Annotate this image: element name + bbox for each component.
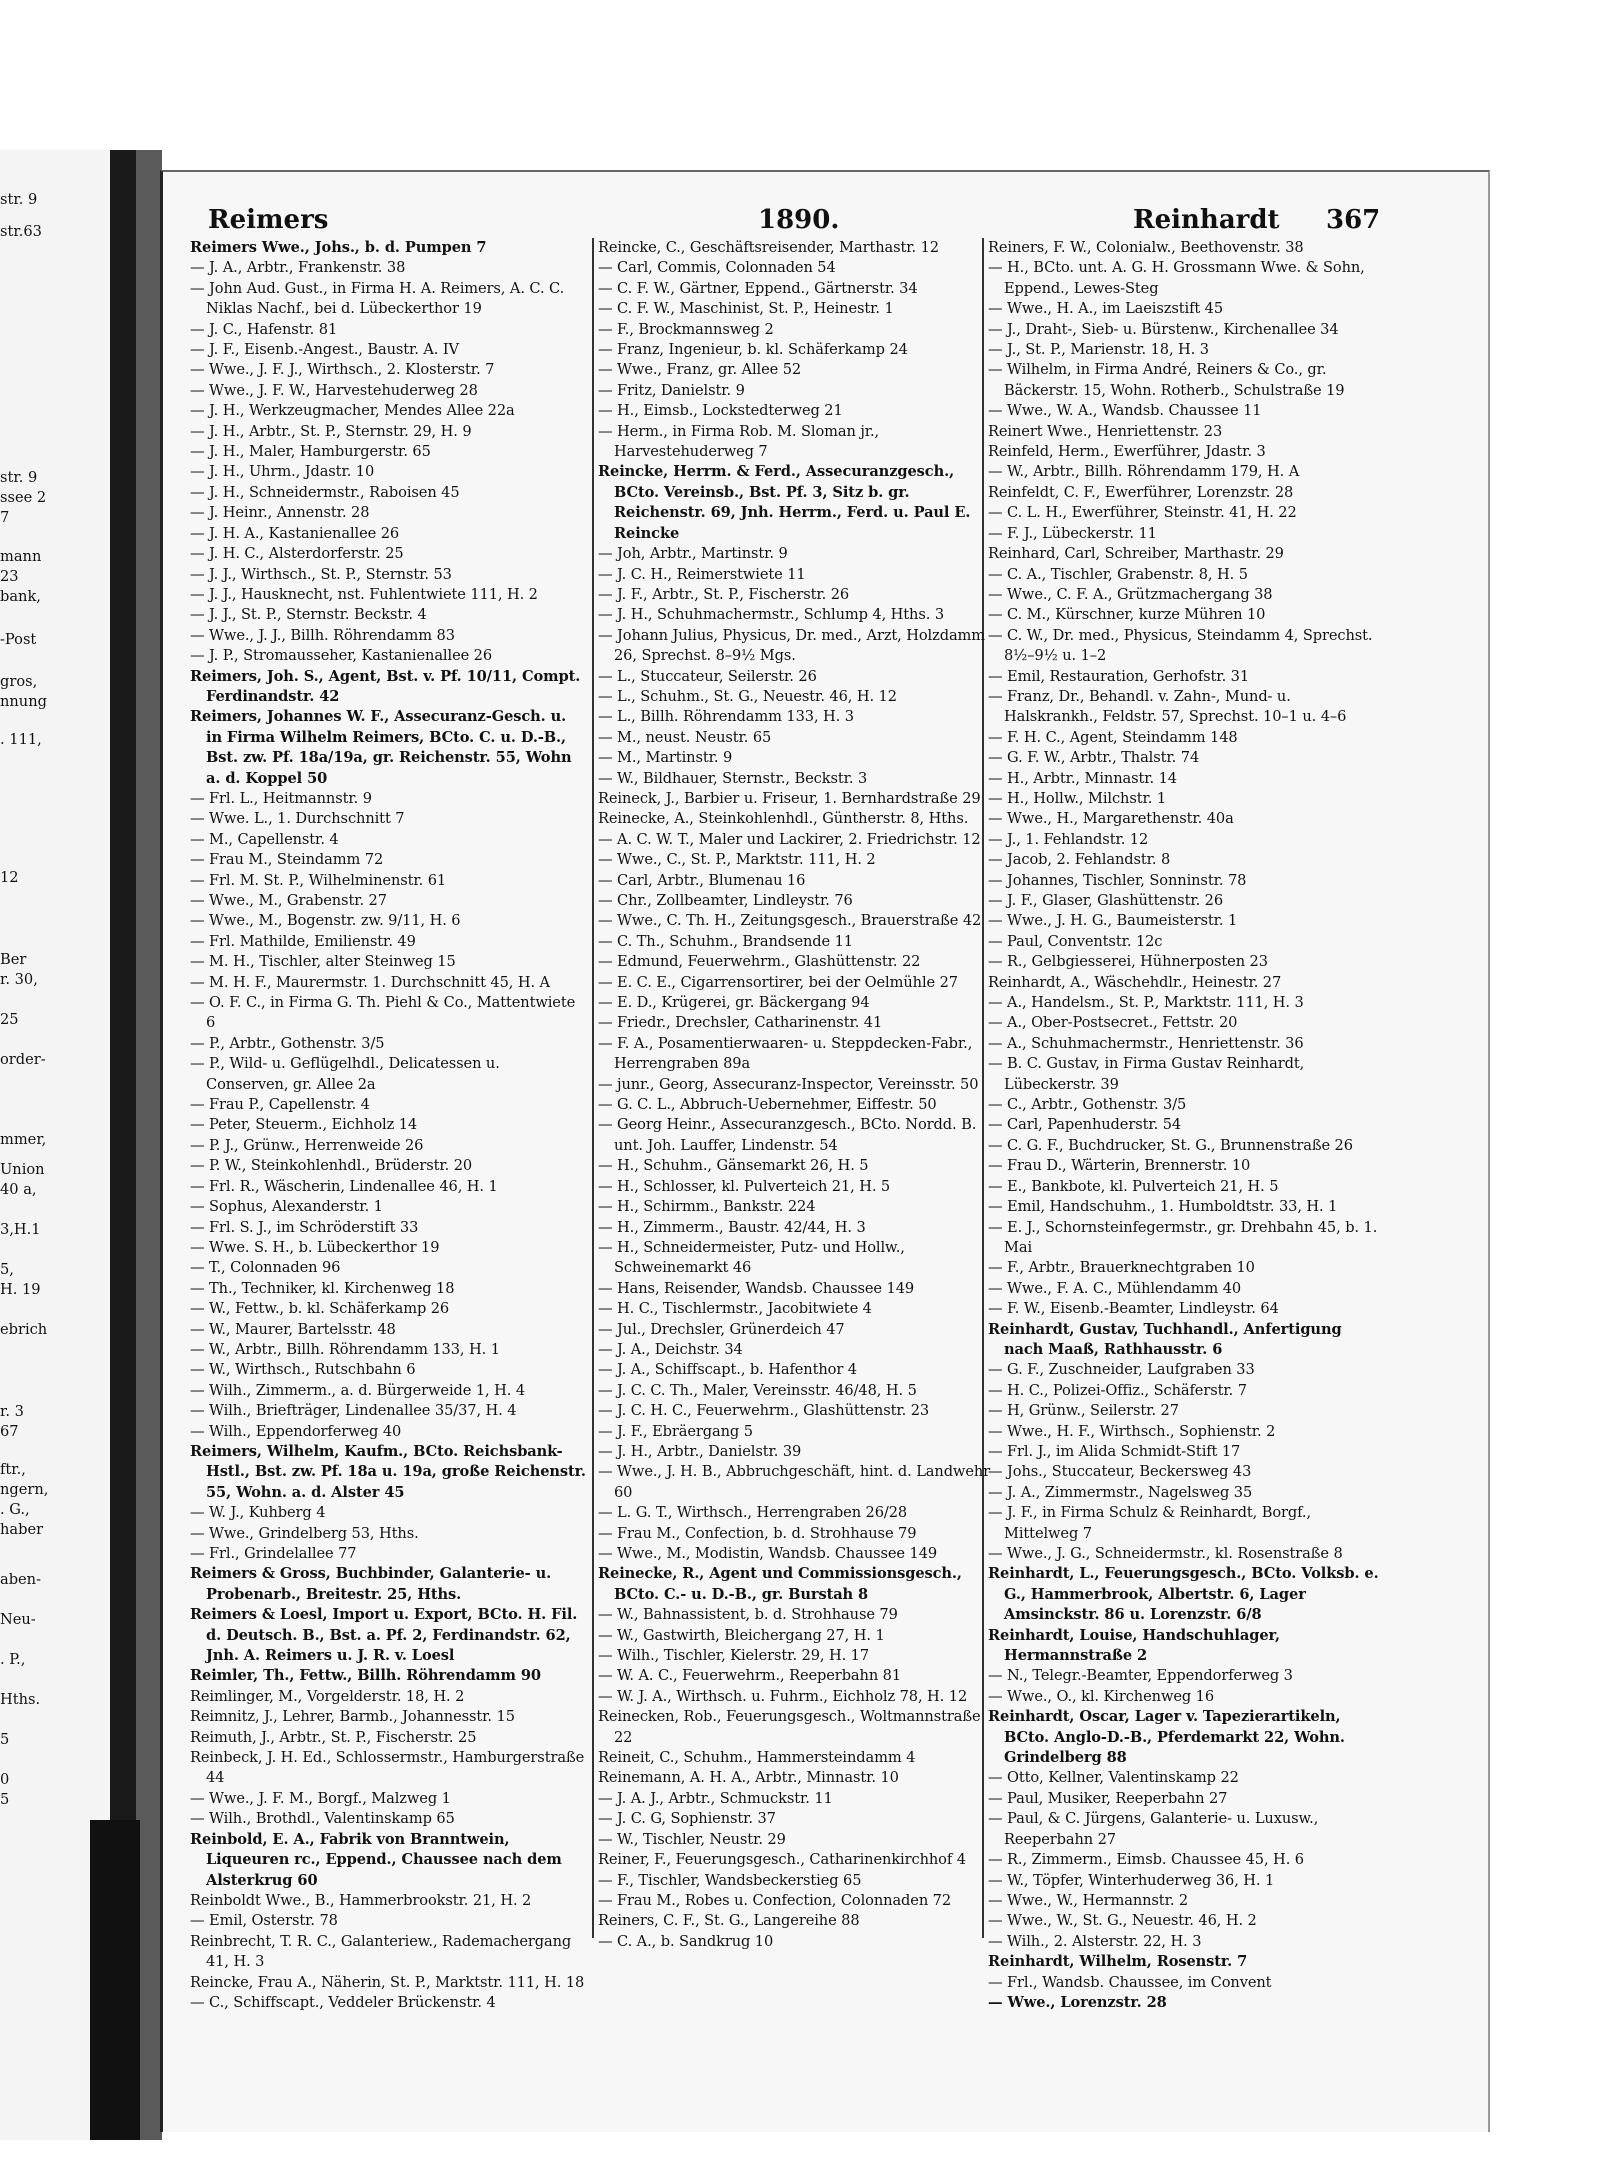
directory-entry: — E., Bankbote, kl. Pulverteich 21, H. 5 (988, 1177, 1279, 1195)
directory-entry: — G. C. L., Abbruch-Uebernehmer, Eiffestr. 50 (598, 1096, 937, 1114)
directory-entry: — W., Wirthsch., Rutschbahn 6 (190, 1361, 416, 1379)
directory-entry: — W., Bildhauer, Sternstr., Beckstr. 3 (598, 769, 868, 787)
facing-page-fragment: 7 (0, 509, 10, 526)
directory-entry: — Wwe., C. F. A., Grützmachergang 38 (988, 585, 1273, 603)
directory-entry: — W., Töpfer, Winterhuderweg 36, H. 1 (988, 1871, 1275, 1889)
directory-entry: — Wwe., O., kl. Kirchenweg 16 (988, 1687, 1215, 1705)
directory-entry: — H., Schlosser, kl. Pulverteich 21, H. 5 (598, 1177, 891, 1195)
directory-entry: — Frl. J., im Alida Schmidt-Stift 17 (988, 1442, 1241, 1460)
directory-entry: — Wilh., Brothdl., Valentinskamp 65 (190, 1810, 455, 1828)
directory-entry: Reinfeld, Herm., Ewerführer, Jdastr. 3 (988, 443, 1266, 461)
directory-entry: — C., Schiffscapt., Veddeler Brückenstr. 4 (190, 1993, 496, 2011)
directory-entry: — Frau M., Robes u. Confection, Colonnaden 72 (598, 1891, 952, 1909)
directory-entry: — M. H., Tischler, alter Steinweg 15 (190, 953, 456, 971)
directory-entry: — L., Schuhm., St. G., Neuestr. 46, H. 12 (598, 687, 897, 705)
directory-entry: Reinhardt, Louise, Handschuhlager, Hermannstraße 2 (988, 1626, 1281, 1665)
directory-entry: Reimers, Joh. S., Agent, Bst. v. Pf. 10/11, Compt. Ferdinandstr. 42 (190, 667, 581, 705)
directory-entry: — G. F., Zuschneider, Laufgraben 33 (988, 1361, 1255, 1379)
directory-entry: — P. J., Grünw., Herrenweide 26 (190, 1136, 424, 1154)
directory-entry: — J., Draht-, Sieb- u. Bürstenw., Kirchenallee 34 (988, 320, 1339, 338)
directory-entry: — E. J., Schornsteinfegermstr., gr. Drehbahn 45, b. 1. Mai (988, 1218, 1378, 1256)
directory-entry: — Johannes, Tischler, Sonninstr. 78 (988, 871, 1247, 889)
directory-entry: — T., Colonnaden 96 (190, 1259, 341, 1277)
directory-entry: Reimlinger, M., Vorgelderstr. 18, H. 2 (190, 1687, 465, 1705)
directory-entry: — J. H. A., Kastanienallee 26 (190, 524, 400, 542)
directory-entry: — W., Arbtr., Billh. Röhrendamm 179, H. A (988, 463, 1300, 481)
facing-page-fragment: Union (0, 1161, 45, 1178)
directory-entry: — Frl. Mathilde, Emilienstr. 49 (190, 932, 416, 950)
directory-entry: — Hans, Reisender, Wandsb. Chaussee 149 (598, 1279, 915, 1297)
directory-entry: Reincke, C., Geschäftsreisender, Marthastr. 12 (598, 239, 939, 256)
directory-entry: Reinhardt, A., Wäschehdlr., Heinestr. 27 (988, 973, 1282, 991)
directory-entry: — F. W., Eisenb.-Beamter, Lindleystr. 64 (988, 1300, 1279, 1318)
directory-entry: — Frau D., Wärterin, Brennerstr. 10 (988, 1157, 1251, 1175)
directory-entry: — P. W., Steinkohlenhdl., Brüderstr. 20 (190, 1157, 473, 1175)
directory-entry: — J. F., Glaser, Glashüttenstr. 26 (988, 892, 1224, 909)
directory-entry: Reiner, F., Feuerungsgesch., Catharinenkirchhof 4 (598, 1851, 966, 1869)
facing-page-fragment: 5 (0, 1791, 10, 1808)
directory-entry: — A., Ober-Postsecret., Fettstr. 20 (988, 1014, 1238, 1032)
directory-entry: — C. Th., Schuhm., Brandsende 11 (598, 932, 853, 950)
directory-entry: Reimnitz, J., Lehrer, Barmb., Johannesstr. 15 (190, 1708, 515, 1726)
directory-entry: Reinhardt, Gustav, Tuchhandl., Anfertigung nach Maaß, Rathhausstr. 6 (988, 1320, 1342, 1358)
directory-entry: — J. C. G, Sophienstr. 37 (598, 1810, 776, 1828)
directory-entry: — Sophus, Alexanderstr. 1 (190, 1198, 383, 1216)
facing-page-fragment: r. 3 (0, 1403, 24, 1420)
directory-entry: — A., Handelsm., St. P., Marktstr. 111, H. 3 (988, 994, 1304, 1012)
facing-page-fragment: str.63 (0, 223, 42, 240)
directory-entry: — J. F., in Firma Schulz & Reinhardt, Borgf., Mittelweg 7 (988, 1504, 1311, 1542)
directory-entry: — Wwe., F. A. C., Mühlendamm 40 (988, 1279, 1242, 1297)
directory-entry: — Chr., Zollbeamter, Lindleystr. 76 (598, 892, 853, 909)
facing-page-fragment: str. 9 (0, 191, 38, 208)
directory-entry: — F. J., Lübeckerstr. 11 (988, 524, 1157, 542)
directory-entry: — Wwe., J. H. B., Abbruchgeschäft, hint. d. Landwehr 60 (598, 1463, 991, 1501)
facing-page-fragment: Ber (0, 951, 27, 968)
directory-entry: — W., Arbtr., Billh. Röhrendamm 133, H. 1 (190, 1340, 500, 1358)
directory-entry: — Wilh., Zimmerm., a. d. Bürgerweide 1, H. 4 (190, 1381, 525, 1399)
directory-entry: Reinbeck, J. H. Ed., Schlossermstr., Hamburgerstraße 44 (190, 1749, 585, 1787)
column-divider (592, 238, 594, 1938)
directory-entry: — H., Schuhm., Gänsemarkt 26, H. 5 (598, 1157, 869, 1175)
directory-entry: — W. J. A., Wirthsch. u. Fuhrm., Eichholz 78, H. 12 (598, 1687, 968, 1705)
directory-entry: Reinbrecht, T. R. C., Galanteriew., Rademachergang 41, H. 3 (190, 1932, 572, 1971)
directory-entry: Reinhard, Carl, Schreiber, Marthastr. 29 (988, 545, 1284, 563)
facing-page-fragment: gros, (0, 673, 38, 690)
directory-entry: — Wwe., Franz, gr. Allee 52 (598, 361, 802, 379)
directory-entry: — J. A., Deichstr. 34 (598, 1340, 743, 1358)
directory-entry: — M., Capellenstr. 4 (190, 830, 339, 848)
directory-entry: — Fritz, Danielstr. 9 (598, 381, 745, 399)
directory-entry: — Frl. R., Wäscherin, Lindenallee 46, H. 1 (190, 1177, 498, 1195)
facing-page-fragment: . 111, (0, 731, 42, 748)
facing-page-fragment: aben- (0, 1571, 42, 1588)
directory-entry: — J. A., Zimmermstr., Nagelsweg 35 (988, 1483, 1253, 1501)
directory-entry: — Wilh., Tischler, Kielerstr. 29, H. 17 (598, 1647, 870, 1665)
directory-entry: — Wwe., H. A., im Laeiszstift 45 (988, 300, 1224, 318)
directory-entry: — J. H., Uhrm., Jdastr. 10 (190, 463, 375, 481)
directory-entry: — M., Martinstr. 9 (598, 749, 733, 767)
facing-page-fragment: 3,H.1 (0, 1221, 41, 1238)
facing-page-fragment: 5, (0, 1261, 14, 1278)
directory-entry: — C. F. W., Maschinist, St. P., Heinestr. 1 (598, 300, 894, 318)
facing-page-fragment: ngern, (0, 1481, 49, 1498)
directory-entry: — Franz, Ingenieur, b. kl. Schäferkamp 24 (598, 341, 908, 359)
directory-entry: — A. C. W. T., Maler und Lackirer, 2. Friedrichstr. 12 (598, 830, 981, 848)
directory-entry: — Paul, & C. Jürgens, Galanterie- u. Luxusw., Reeperbahn 27 (988, 1810, 1319, 1848)
directory-entry: — Wwe., J. J., Billh. Röhrendamm 83 (190, 626, 455, 644)
directory-entry: — R., Gelbgiesserei, Hühnerposten 23 (988, 953, 1268, 971)
directory-entry: — H., Schirmm., Bankstr. 224 (598, 1198, 816, 1216)
facing-page-fragment: 25 (0, 1011, 19, 1028)
directory-entry: — C. W., Dr. med., Physicus, Steindamm 4, Sprechst. 8½–9½ u. 1–2 (988, 626, 1373, 665)
directory-entry: — H., BCto. unt. A. G. H. Grossmann Wwe. & Sohn, Eppend., Lewes-Steg (988, 259, 1365, 297)
directory-entry: — L. G. T., Wirthsch., Herrengraben 26/28 (598, 1504, 908, 1522)
facing-page-fragment: H. 19 (0, 1281, 41, 1298)
directory-entry: — C. F. W., Gärtner, Eppend., Gärtnerstr. 34 (598, 279, 918, 297)
directory-entry: — J. A. J., Arbtr., Schmuckstr. 11 (598, 1789, 833, 1807)
directory-entry: — W. J., Kuhberg 4 (190, 1504, 326, 1522)
directory-entry: — Paul, Musiker, Reeperbahn 27 (988, 1789, 1228, 1807)
directory-entry: — Frl. M. St. P., Wilhelminenstr. 61 (190, 871, 447, 889)
directory-column-1 (190, 238, 586, 2118)
directory-entry: — B. C. Gustav, in Firma Gustav Reinhardt, Lübeckerstr. 39 (988, 1055, 1305, 1093)
directory-entry: — J. A., Arbtr., Frankenstr. 38 (190, 259, 406, 277)
directory-entry: Reincke, Herrm. & Ferd., Assecuranzgesch., BCto. Vereinsb., Bst. Pf. 3, Sitz b. gr. Reichenstr. 69, Jnh. Herrm., Ferd. u. Paul E. Reincke (598, 463, 971, 542)
directory-entry: — W., Gastwirth, Bleichergang 27, H. 1 (598, 1626, 885, 1644)
directory-entry: — Frl. S. J., im Schröderstift 33 (190, 1218, 419, 1236)
directory-entry: — Frl. L., Heitmannstr. 9 (190, 789, 372, 807)
directory-entry: — J. H., Schuhmachermstr., Schlump 4, Hths. 3 (598, 606, 945, 624)
directory-entry: Reinemann, A. H. A., Arbtr., Minnastr. 10 (598, 1769, 899, 1787)
facing-page-fragment: ssee 2 (0, 489, 47, 506)
directory-entry: — J. H., Werkzeugmacher, Mendes Allee 22a (190, 402, 515, 420)
directory-entry: — Wwe., M., Modistin, Wandsb. Chaussee 149 (598, 1545, 938, 1562)
directory-entry: — P., Arbtr., Gothenstr. 3/5 (190, 1034, 385, 1052)
directory-entry: — H., Eimsb., Lockstedterweg 21 (598, 402, 843, 420)
directory-entry: Reimers & Gross, Buchbinder, Galanterie- u. Probenarb., Breitestr. 25, Hths. (190, 1565, 552, 1603)
directory-entry: — Wwe., Lorenzstr. 28 (988, 1993, 1167, 2011)
directory-entry: Reineit, C., Schuhm., Hammersteindamm 4 (598, 1749, 916, 1767)
directory-entry: — W., Bahnassistent, b. d. Strohhause 79 (598, 1606, 898, 1624)
directory-entry: Reimers, Wilhelm, Kaufm., BCto. Reichsbank-Hstl., Bst. zw. Pf. 18a u. 19a, große Reichenstr. 55, Wohn. a. d. Alster 45 (190, 1442, 586, 1501)
directory-entry: — Wilh., Briefträger, Lindenallee 35/37, H. 4 (190, 1402, 517, 1420)
previous-page-edge (0, 150, 130, 2110)
facing-page-fragment: . G., (0, 1501, 30, 1518)
directory-entry: — P., Wild- u. Geflügelhdl., Delicatessen u. Conserven, gr. Allee 2a (190, 1055, 500, 1093)
directory-entry: — Paul, Conventstr. 12c (988, 932, 1163, 950)
directory-entry: — Wwe., Grindelberg 53, Hths. (190, 1524, 419, 1542)
directory-entry: — Jul., Drechsler, Grünerdeich 47 (598, 1320, 845, 1338)
facing-page-fragment: -Post (0, 631, 37, 648)
facing-page-fragment: ebrich (0, 1321, 48, 1338)
directory-entry: — J. Heinr., Annenstr. 28 (190, 504, 370, 522)
directory-entry: — J. H., Arbtr., Danielstr. 39 (598, 1442, 802, 1460)
directory-column-2 (598, 238, 994, 2118)
directory-entry: Reimers, Johannes W. F., Assecuranz-Gesch. u. in Firma Wilhelm Reimers, BCto. C. u. D.-B., Bst. zw. Pf. 18a/19a, gr. Reichenstr. 55, Wohn a. d. Koppel 50 (190, 708, 572, 787)
directory-entry: Reinecken, Rob., Feuerungsgesch., Woltmannstraße 22 (598, 1708, 981, 1746)
directory-entry: — H. C., Polizei-Offiz., Schäferstr. 7 (988, 1381, 1247, 1399)
directory-entry: — Wwe., J. F. J., Wirthsch., 2. Klosterstr. 7 (190, 361, 495, 379)
directory-entry: — Carl, Commis, Colonnaden 54 (598, 259, 836, 277)
facing-page-fragment: 23 (0, 568, 19, 585)
facing-page-fragment: nnung (0, 693, 47, 710)
directory-entry: — J. A., Schiffscapt., b. Hafenthor 4 (598, 1361, 857, 1379)
directory-entry: — J. H., Maler, Hamburgerstr. 65 (190, 443, 431, 461)
facing-page-fragment: mann (0, 548, 42, 565)
directory-entry: — Wilh., Eppendorferweg 40 (190, 1422, 402, 1440)
directory-entry: — Emil, Restauration, Gerhofstr. 31 (988, 667, 1250, 685)
directory-entry: — H. C., Tischlermstr., Jacobitwiete 4 (598, 1300, 872, 1318)
directory-entry: — J. C., Hafenstr. 81 (190, 320, 338, 338)
directory-entry: — F., Brockmannsweg 2 (598, 320, 774, 338)
facing-page-fragment: 0 (0, 1771, 10, 1788)
directory-entry: — Emil, Handschuhm., 1. Humboldtstr. 33, H. 1 (988, 1198, 1338, 1216)
facing-page-fragment: Neu- (0, 1611, 36, 1628)
directory-entry: Reinhardt, L., Feuerungsgesch., BCto. Volksb. e. G., Hammerbrook, Albertstr. 6, Lager Amsinckstr. 86 u. Lorenzstr. 6/8 (988, 1565, 1379, 1624)
directory-entry: — Th., Techniker, kl. Kirchenweg 18 (190, 1279, 455, 1297)
directory-entry: — Wwe., H. F., Wirthsch., Sophienstr. 2 (988, 1422, 1276, 1440)
directory-entry: Reinbold, E. A., Fabrik von Branntwein, Liqueuren rc., Eppend., Chaussee nach dem Alsterkrug 60 (190, 1830, 562, 1889)
directory-entry: — M., neust. Neustr. 65 (598, 728, 772, 746)
facing-page-fragment: r. 30, (0, 971, 38, 988)
directory-entry: — Wwe., J. G., Schneidermstr., kl. Rosenstraße 8 (988, 1545, 1343, 1562)
directory-entry: — Herm., in Firma Rob. M. Sloman jr., Harvestehuderweg 7 (598, 422, 880, 461)
directory-entry: — Emil, Osterstr. 78 (190, 1912, 338, 1930)
directory-entry: Reinhardt, Oscar, Lager v. Tapezierartikeln, BCto. Anglo-D.-B., Pferdemarkt 22, Wohn. Grindelberg 88 (988, 1708, 1345, 1767)
directory-entry: — Wwe., H., Margarethenstr. 40a (988, 810, 1234, 828)
directory-entry: — Wwe., M., Bogenstr. zw. 9/11, H. 6 (190, 912, 461, 930)
directory-entry: — J., St. P., Marienstr. 18, H. 3 (988, 341, 1209, 359)
directory-entry: — F. H. C., Agent, Steindamm 148 (988, 728, 1238, 746)
directory-entry: — Georg Heinr., Assecuranzgesch., BCto. Nordd. B. unt. Joh. Lauffer, Lindenstr. 54 (598, 1116, 977, 1154)
directory-entry: — N., Telegr.-Beamter, Eppendorferweg 3 (988, 1667, 1293, 1685)
directory-entry: — C. G. F., Buchdrucker, St. G., Brunnenstraße 26 (988, 1136, 1353, 1154)
directory-entry: Reinecke, A., Steinkohlenhdl., Güntherstr. 8, Hths. (598, 810, 969, 828)
directory-entry: — J. F., Arbtr., St. P., Fischerstr. 26 (598, 585, 850, 603)
directory-entry: — G. F. W., Arbtr., Thalstr. 74 (988, 749, 1200, 767)
directory-entry: — junr., Georg, Assecuranz-Inspector, Vereinsstr. 50 (598, 1075, 979, 1093)
directory-entry: — Jacob, 2. Fehlandstr. 8 (988, 851, 1171, 869)
directory-entry: — Frl., Wandsb. Chaussee, im Convent (988, 1973, 1272, 1991)
directory-entry: — Johs., Stuccateur, Beckersweg 43 (988, 1463, 1252, 1481)
directory-entry: — W., Tischler, Neustr. 29 (598, 1830, 786, 1848)
directory-entry: — Wwe. L., 1. Durchschnitt 7 (190, 810, 405, 828)
directory-entry: — Wwe., J. F. W., Harvestehuderweg 28 (190, 381, 478, 399)
directory-entry: — F., Arbtr., Brauerknechtgraben 10 (988, 1259, 1255, 1277)
directory-entry: — Johann Julius, Physicus, Dr. med., Arzt, Holzdamm 26, Sprechst. 8–9½ Mgs. (598, 626, 986, 665)
directory-entry: — Frau M., Steindamm 72 (190, 851, 384, 869)
directory-column-3 (988, 238, 1383, 2118)
directory-entry: — C. A., b. Sandkrug 10 (598, 1932, 774, 1950)
directory-entry: — J. H. C., Alsterdorferstr. 25 (190, 545, 404, 563)
directory-entry: — H., Arbtr., Minnastr. 14 (988, 769, 1177, 787)
directory-entry: — C. M., Kürschner, kurze Mühren 10 (988, 606, 1266, 624)
directory-entry: — W. A. C., Feuerwehrm., Reeperbahn 81 (598, 1667, 902, 1685)
directory-entry: — W., Fettw., b. kl. Schäferkamp 26 (190, 1300, 450, 1318)
facing-page-fragment: haber (0, 1521, 44, 1538)
facing-page-fragment: bank, (0, 588, 41, 605)
directory-entry: — A., Schuhmachermstr., Henriettenstr. 36 (988, 1034, 1304, 1052)
directory-entry: — J. P., Stromausseher, Kastanienallee 26 (190, 647, 493, 665)
directory-entry: — L., Billh. Röhrendamm 133, H. 3 (598, 708, 854, 726)
directory-entry: — W., Maurer, Bartelsstr. 48 (190, 1320, 396, 1338)
directory-entry: Reinert Wwe., Henriettenstr. 23 (988, 422, 1223, 440)
directory-entry: — J. F., Ebräergang 5 (598, 1422, 753, 1440)
directory-entry: — Wilhelm, in Firma André, Reiners & Co., gr. Bäckerstr. 15, Wohn. Rotherb., Schulstraße 19 (988, 361, 1345, 399)
directory-entry: Reinboldt Wwe., B., Hammerbrookstr. 21, H. 2 (190, 1891, 532, 1909)
directory-entry: — F., Tischler, Wandsbeckerstieg 65 (598, 1871, 862, 1889)
facing-page-fragment: . P., (0, 1651, 26, 1668)
facing-page-fragment: mmer, (0, 1131, 47, 1148)
directory-entry: — Otto, Kellner, Valentinskamp 22 (988, 1769, 1239, 1787)
directory-entry: — H., Hollw., Milchstr. 1 (988, 789, 1167, 807)
directory-entry: — Friedr., Drechsler, Catharinenstr. 41 (598, 1014, 883, 1032)
directory-entry: — H, Grünw., Seilerstr. 27 (988, 1402, 1179, 1420)
directory-entry: Reiners, F. W., Colonialw., Beethovenstr. 38 (988, 239, 1304, 256)
directory-entry: — J. J., Wirthsch., St. P., Sternstr. 53 (190, 565, 452, 583)
directory-entry: — C., Arbtr., Gothenstr. 3/5 (988, 1096, 1187, 1114)
directory-entry: — E. C. E., Cigarrensortirer, bei der Oelmühle 27 (598, 973, 958, 991)
directory-entry: — Wwe., M., Grabenstr. 27 (190, 892, 387, 909)
directory-entry: Reimuth, J., Arbtr., St. P., Fischerstr. 25 (190, 1728, 477, 1746)
directory-entry: — J. C. H., Reimerstwiete 11 (598, 565, 806, 583)
directory-entry: — Franz, Dr., Behandl. v. Zahn-, Mund- u. Halskrankh., Feldstr. 57, Sprechst. 10–1 u. 4–6 (988, 687, 1347, 726)
directory-entry: — C. L. H., Ewerführer, Steinstr. 41, H. 22 (988, 504, 1297, 522)
directory-entry: — Frl., Grindelallee 77 (190, 1545, 357, 1562)
directory-entry: — O. F. C., in Firma G. Th. Piehl & Co., Mattentwiete 6 (190, 994, 576, 1032)
facing-page-fragment: Hths. (0, 1691, 41, 1708)
facing-page-fragment: 5 (0, 1731, 10, 1748)
directory-entry: — Carl, Arbtr., Blumenau 16 (598, 871, 806, 889)
header-left-keyword: Reimers (208, 205, 329, 235)
facing-page-fragment: str. 9 (0, 469, 38, 486)
directory-entry: — M. H. F., Maurermstr. 1. Durchschnitt 45, H. A (190, 973, 550, 991)
directory-entry: — E. D., Krügerei, gr. Bäckergang 94 (598, 994, 870, 1012)
directory-entry: Reinfeldt, C. F., Ewerführer, Lorenzstr. 28 (988, 483, 1294, 501)
facing-page-fragment: 67 (0, 1423, 19, 1440)
directory-entry: — Edmund, Feuerwehrm., Glashüttenstr. 22 (598, 953, 921, 971)
directory-entry: — H., Schneidermeister, Putz- und Hollw., Schweinemarkt 46 (598, 1238, 905, 1277)
directory-entry: Reiners, C. F., St. G., Langereihe 88 (598, 1912, 860, 1930)
directory-entry: — Peter, Steuerm., Eichholz 14 (190, 1116, 418, 1134)
directory-entry: — Wwe., W., Hermannstr. 2 (988, 1891, 1189, 1909)
directory-entry: — L., Stuccateur, Seilerstr. 26 (598, 667, 817, 685)
directory-entry: Reincke, Frau A., Näherin, St. P., Marktstr. 111, H. 18 (190, 1973, 585, 1991)
directory-entry: Reineck, J., Barbier u. Friseur, 1. Bernhardstraße 29 (598, 789, 981, 807)
directory-entry: — R., Zimmerm., Eimsb. Chaussee 45, H. 6 (988, 1851, 1304, 1869)
directory-entry: Reinhardt, Wilhelm, Rosenstr. 7 (988, 1953, 1248, 1971)
directory-entry: — Wwe., C. Th. H., Zeitungsgesch., Brauerstraße 42 (598, 912, 982, 930)
directory-entry: — J. C. C. Th., Maler, Vereinsstr. 46/48, H. 5 (598, 1381, 917, 1399)
directory-entry: — J. H., Arbtr., St. P., Sternstr. 29, H. 9 (190, 422, 472, 440)
page-number: 367 (1326, 205, 1381, 235)
directory-entry: — Wwe., C., St. P., Marktstr. 111, H. 2 (598, 851, 876, 869)
facing-page-fragment: order- (0, 1051, 46, 1068)
directory-entry: — Wwe., W., St. G., Neuestr. 46, H. 2 (988, 1912, 1257, 1930)
directory-entry: — J. C. H. C., Feuerwehrm., Glashüttenstr. 23 (598, 1402, 930, 1420)
directory-entry: — J. H., Schneidermstr., Raboisen 45 (190, 483, 460, 501)
directory-entry: — J. J., St. P., Sternstr. Beckstr. 4 (190, 606, 427, 624)
directory-entry: Reinecke, R., Agent und Commissionsgesch., BCto. C.- u. D.-B., gr. Burstah 8 (598, 1565, 962, 1603)
directory-entry: — F. A., Posamentierwaaren- u. Steppdecken-Fabr., Herrengraben 89a (598, 1034, 973, 1073)
directory-entry: Reimers Wwe., Johs., b. d. Pumpen 7 (190, 239, 487, 256)
header-right-keyword: Reinhardt (1133, 205, 1280, 235)
directory-entry: — Frau P., Capellenstr. 4 (190, 1096, 370, 1114)
directory-entry: — Wwe., J. F. M., Borgf., Malzweg 1 (190, 1789, 451, 1807)
directory-entry: — Joh, Arbtr., Martinstr. 9 (598, 545, 788, 563)
directory-entry: — Frau M., Confection, b. d. Strohhause 79 (598, 1524, 917, 1542)
directory-entry: Reimler, Th., Fettw., Billh. Röhrendamm 90 (190, 1667, 541, 1685)
directory-entry: — Wilh., 2. Alsterstr. 22, H. 3 (988, 1932, 1202, 1950)
header-year: 1890. (758, 205, 840, 235)
directory-entry: — Wwe., J. H. G., Baumeisterstr. 1 (988, 912, 1238, 930)
directory-entry: Reimers & Loesl, Import u. Export, BCto. H. Fil. d. Deutsch. B., Bst. a. Pf. 2, Ferdinandstr. 62, Jnh. A. Reimers u. J. R. v. Loesl (190, 1606, 578, 1665)
directory-entry: — Wwe. S. H., b. Lübeckerthor 19 (190, 1238, 440, 1256)
directory-entry: — C. A., Tischler, Grabenstr. 8, H. 5 (988, 565, 1248, 583)
facing-page-fragment: 40 a, (0, 1181, 37, 1198)
directory-entry: — John Aud. Gust., in Firma H. A. Reimers, A. C. C. Niklas Nachf., bei d. Lübeckerthor 19 (190, 279, 565, 318)
directory-entry: — Carl, Papenhuderstr. 54 (988, 1116, 1182, 1134)
directory-entry: — J. F., Eisenb.-Angest., Baustr. A. IV (190, 341, 459, 359)
facing-page-fragment: 12 (0, 869, 19, 886)
directory-entry: — J., 1. Fehlandstr. 12 (988, 830, 1149, 848)
directory-entry: — Wwe., W. A., Wandsb. Chaussee 11 (988, 402, 1262, 420)
directory-entry: — H., Zimmerm., Baustr. 42/44, H. 3 (598, 1218, 866, 1236)
facing-page-fragment: ftr., (0, 1461, 26, 1478)
directory-entry: — J. J., Hausknecht, nst. Fuhlentwiete 111, H. 2 (190, 585, 538, 603)
